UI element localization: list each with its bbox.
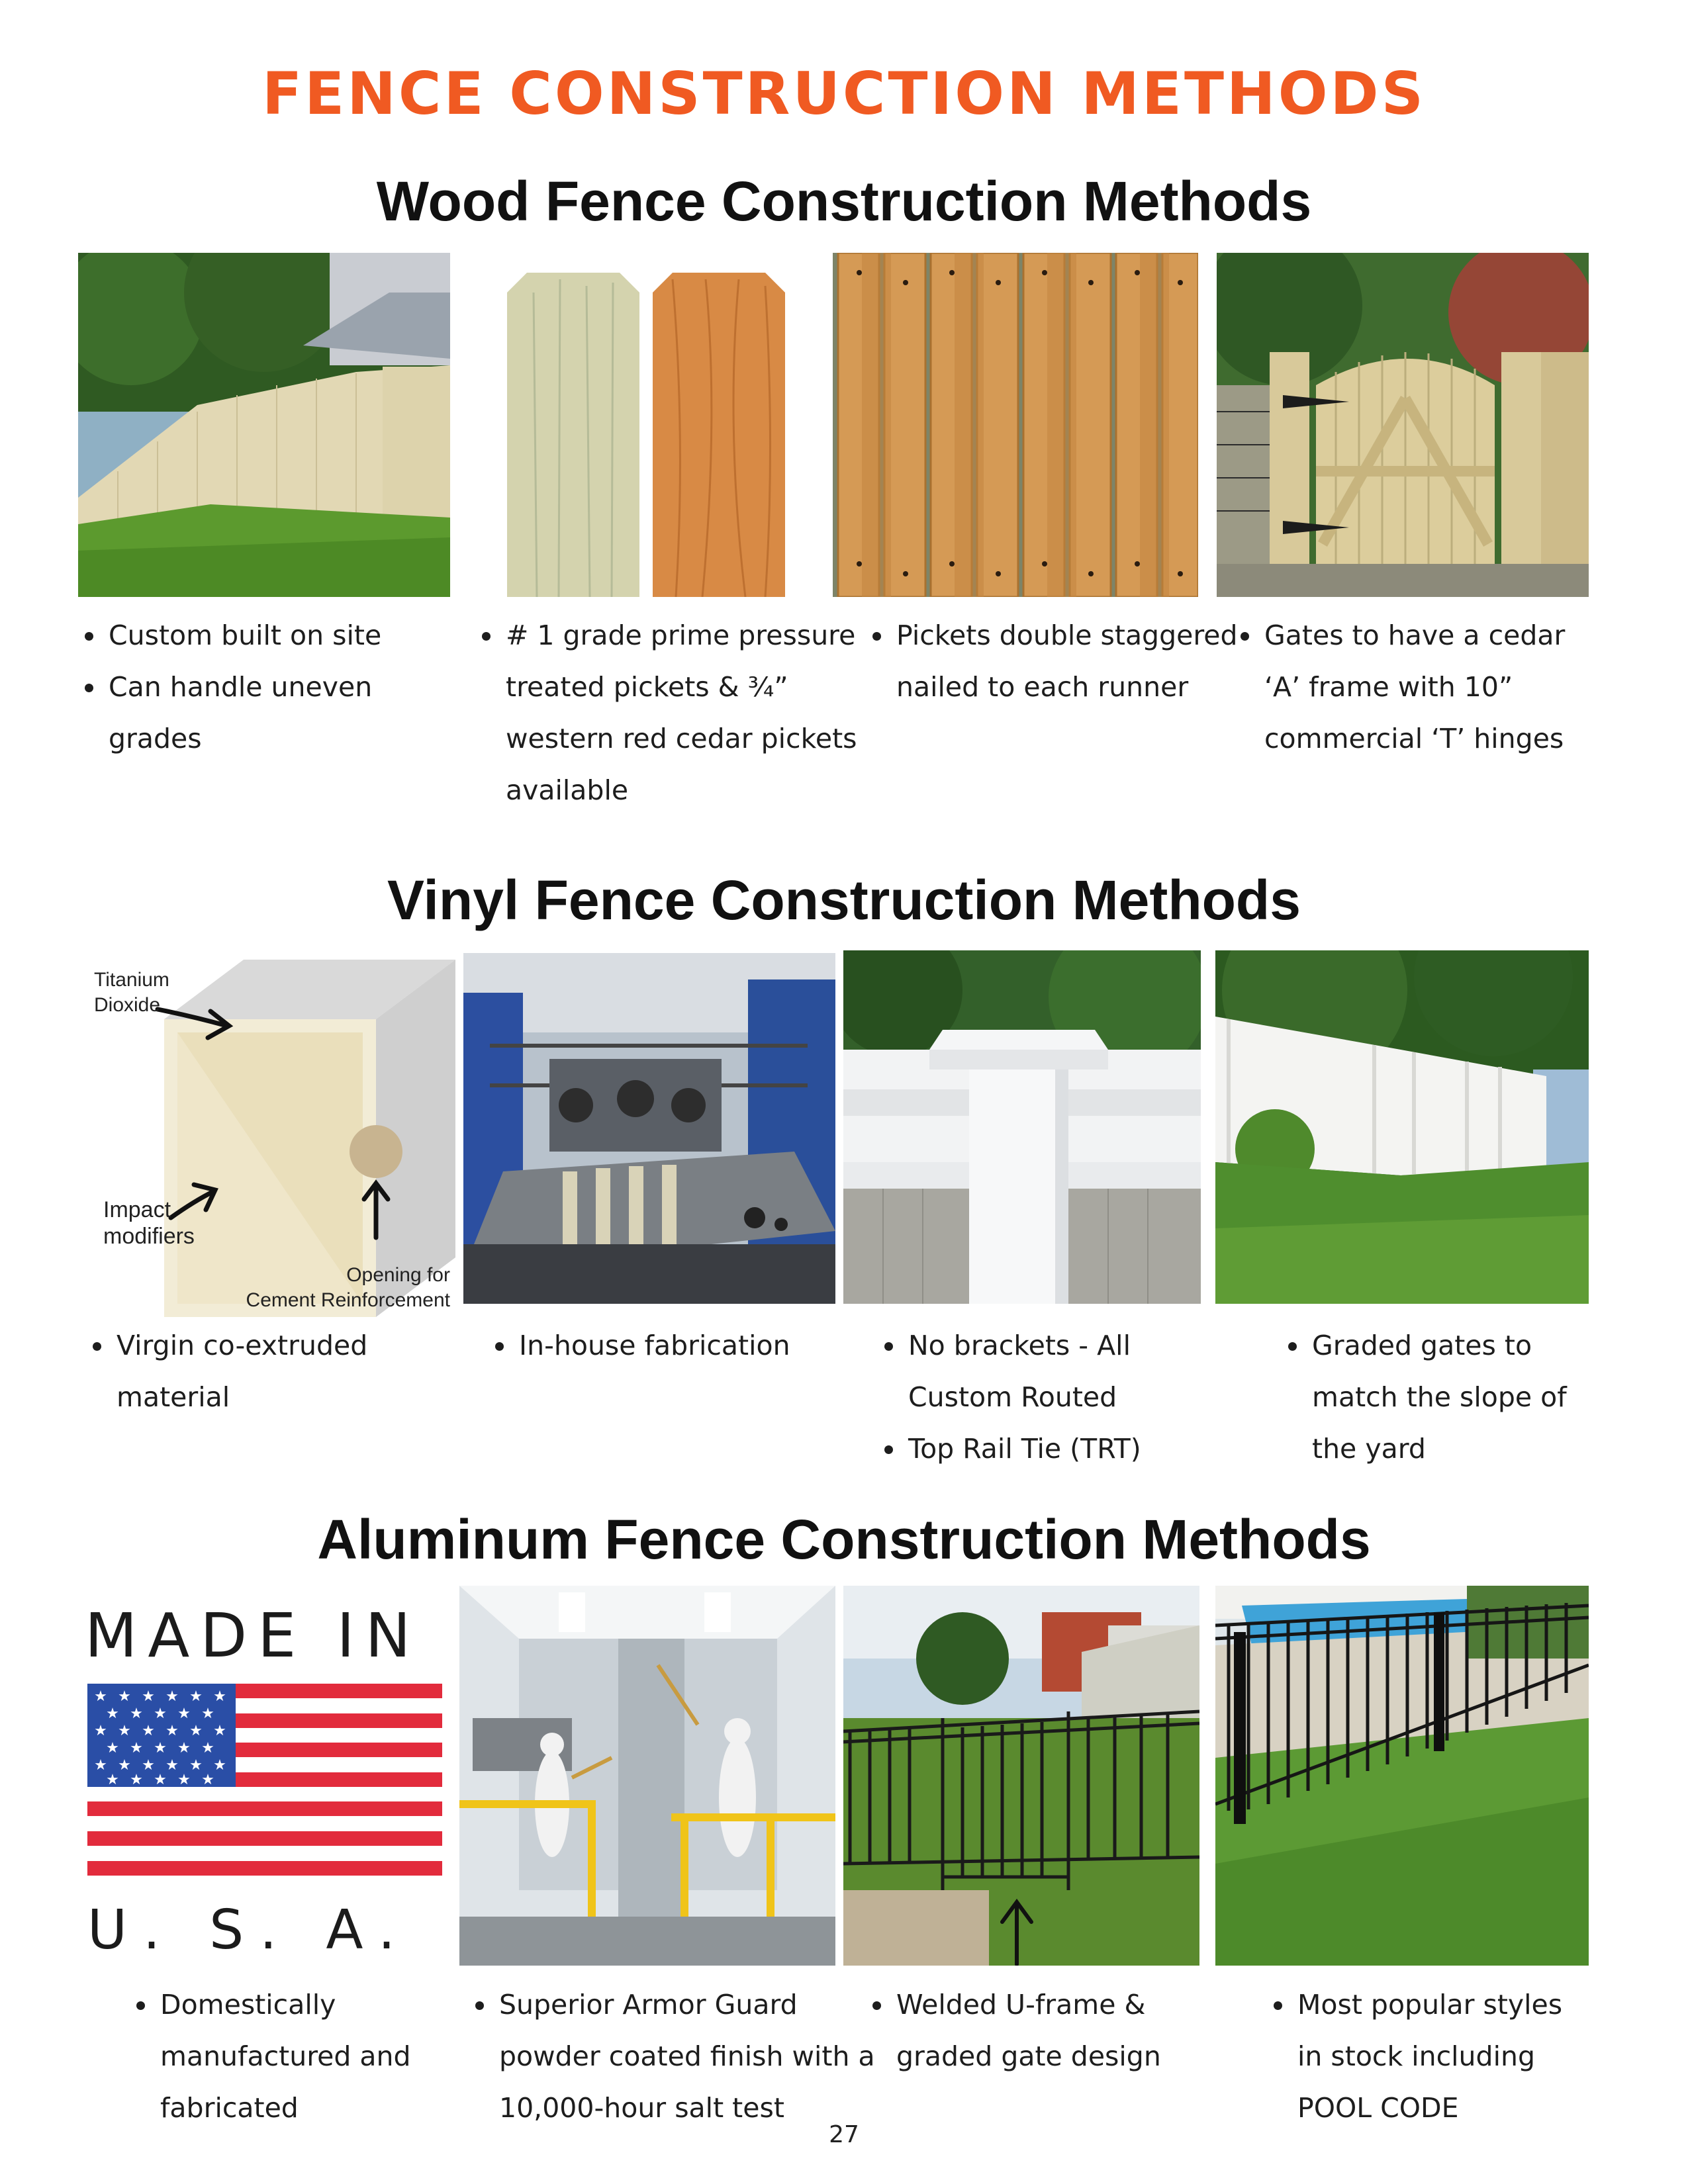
pool-fence-photo <box>1215 1586 1589 1966</box>
svg-text:★: ★ <box>201 1706 214 1722</box>
svg-text:★: ★ <box>142 1723 155 1739</box>
svg-text:★: ★ <box>165 1723 179 1739</box>
wood-bullets-4 <box>1227 610 1606 764</box>
list-item: • In-house fabrication <box>516 1320 874 1371</box>
made-in-usa-logo <box>78 1592 449 1963</box>
svg-text:★: ★ <box>213 1688 226 1705</box>
svg-text:★: ★ <box>142 1688 155 1705</box>
wood-bullets-2 <box>469 610 874 816</box>
svg-text:★: ★ <box>189 1757 203 1774</box>
svg-text:★: ★ <box>130 1772 143 1788</box>
list-item: • Pickets double staggered nailed to each runner <box>894 610 1238 713</box>
aluminum-section-title: Aluminum Fence Construction Methods <box>317 1508 1371 1570</box>
svg-text:★: ★ <box>94 1757 107 1774</box>
aluminum-bullets-2 <box>462 1979 880 2134</box>
titanium-dioxide-label: Titanium Dioxide <box>94 969 169 1016</box>
vinyl-bullets-2 <box>482 1320 874 1371</box>
svg-text:★: ★ <box>130 1706 143 1722</box>
svg-text:★: ★ <box>201 1772 214 1788</box>
svg-text:★: ★ <box>177 1706 191 1722</box>
wood-staggered-pickets-photo <box>833 253 1198 597</box>
svg-text:★: ★ <box>118 1723 131 1739</box>
svg-text:★: ★ <box>165 1757 179 1774</box>
impact-modifiers-label: Impact modifiers <box>103 1197 195 1249</box>
svg-text:★: ★ <box>189 1688 203 1705</box>
wood-gate-photo <box>1217 253 1589 597</box>
wood-pickets-photo <box>474 253 838 597</box>
svg-text:★: ★ <box>154 1740 167 1756</box>
svg-text:★: ★ <box>118 1688 131 1705</box>
vinyl-section-title: Vinyl Fence Construction Methods <box>387 869 1301 931</box>
list-item: • Virgin co-extruded material <box>114 1320 458 1423</box>
list-item: • Most popular styles in stock including POOL CODE <box>1295 1979 1573 2134</box>
page-title: FENCE CONSTRUCTION METHODS <box>262 60 1426 128</box>
vinyl-bullets-4 <box>1275 1320 1601 1475</box>
list-item: • Domestically manufactured and fabricated <box>158 1979 462 2134</box>
us-flag-icon <box>87 1684 442 1876</box>
opening-label-line-2: Cement Reinforcement <box>246 1289 450 1311</box>
svg-text:★: ★ <box>94 1688 107 1705</box>
vinyl-routed-post-photo <box>843 950 1201 1304</box>
opening-label-line-1: Opening for <box>346 1264 450 1286</box>
svg-text:★: ★ <box>154 1772 167 1788</box>
svg-text:★: ★ <box>213 1723 226 1739</box>
aluminum-bullets-3 <box>859 1979 1225 2082</box>
powder-coating-photo <box>459 1586 835 1966</box>
wood-bullets-1 <box>71 610 450 764</box>
svg-text:★: ★ <box>118 1757 131 1774</box>
svg-text:★: ★ <box>142 1757 155 1774</box>
list-item: • Gates to have a cedar ‘A’ frame with 10” commercial ‘T’ hinges <box>1262 610 1606 764</box>
list-item: • Welded U-frame & graded gate design <box>894 1979 1225 2082</box>
svg-text:★: ★ <box>177 1740 191 1756</box>
svg-text:★: ★ <box>130 1740 143 1756</box>
list-item: • Can handle uneven grades <box>106 661 450 764</box>
vinyl-bullets-1 <box>79 1320 458 1423</box>
aluminum-bullets-1 <box>123 1979 462 2134</box>
made-in-text: MADE IN <box>85 1600 422 1671</box>
vinyl-fabrication-photo <box>463 953 835 1304</box>
svg-text:★: ★ <box>94 1723 107 1739</box>
svg-text:★: ★ <box>189 1723 203 1739</box>
list-item: • Custom built on site <box>106 610 450 661</box>
svg-text:★: ★ <box>106 1740 119 1756</box>
usa-text: U. S. A. <box>87 1899 412 1962</box>
svg-text:★: ★ <box>165 1688 179 1705</box>
vinyl-bullets-3 <box>871 1320 1223 1475</box>
svg-text:★: ★ <box>213 1757 226 1774</box>
list-item: • # 1 grade prime pressure treated pickets & ¾” western red cedar pickets available <box>503 610 874 816</box>
wood-section-title: Wood Fence Construction Methods <box>376 170 1312 232</box>
list-item: • Superior Armor Guard powder coated finish with a 10,000-hour salt test <box>496 1979 880 2134</box>
wood-fence-slope-photo <box>78 253 450 597</box>
list-item: • No brackets - All Custom Routed <box>906 1320 1223 1423</box>
svg-text:★: ★ <box>177 1772 191 1788</box>
svg-text:★: ★ <box>154 1706 167 1722</box>
wood-bullets-3 <box>859 610 1238 713</box>
page-number: 27 <box>829 2121 859 2148</box>
list-item: • Graded gates to match the slope of the yard <box>1309 1320 1601 1475</box>
aluminum-bullets-4 <box>1260 1979 1573 2134</box>
svg-text:★: ★ <box>106 1706 119 1722</box>
svg-text:★: ★ <box>106 1772 119 1788</box>
vinyl-profile-diagram <box>78 953 455 1317</box>
vinyl-graded-gates-photo <box>1215 950 1589 1304</box>
svg-text:★: ★ <box>201 1740 214 1756</box>
list-item: • Top Rail Tie (TRT) <box>906 1423 1223 1475</box>
aluminum-gate-photo <box>843 1586 1199 1966</box>
